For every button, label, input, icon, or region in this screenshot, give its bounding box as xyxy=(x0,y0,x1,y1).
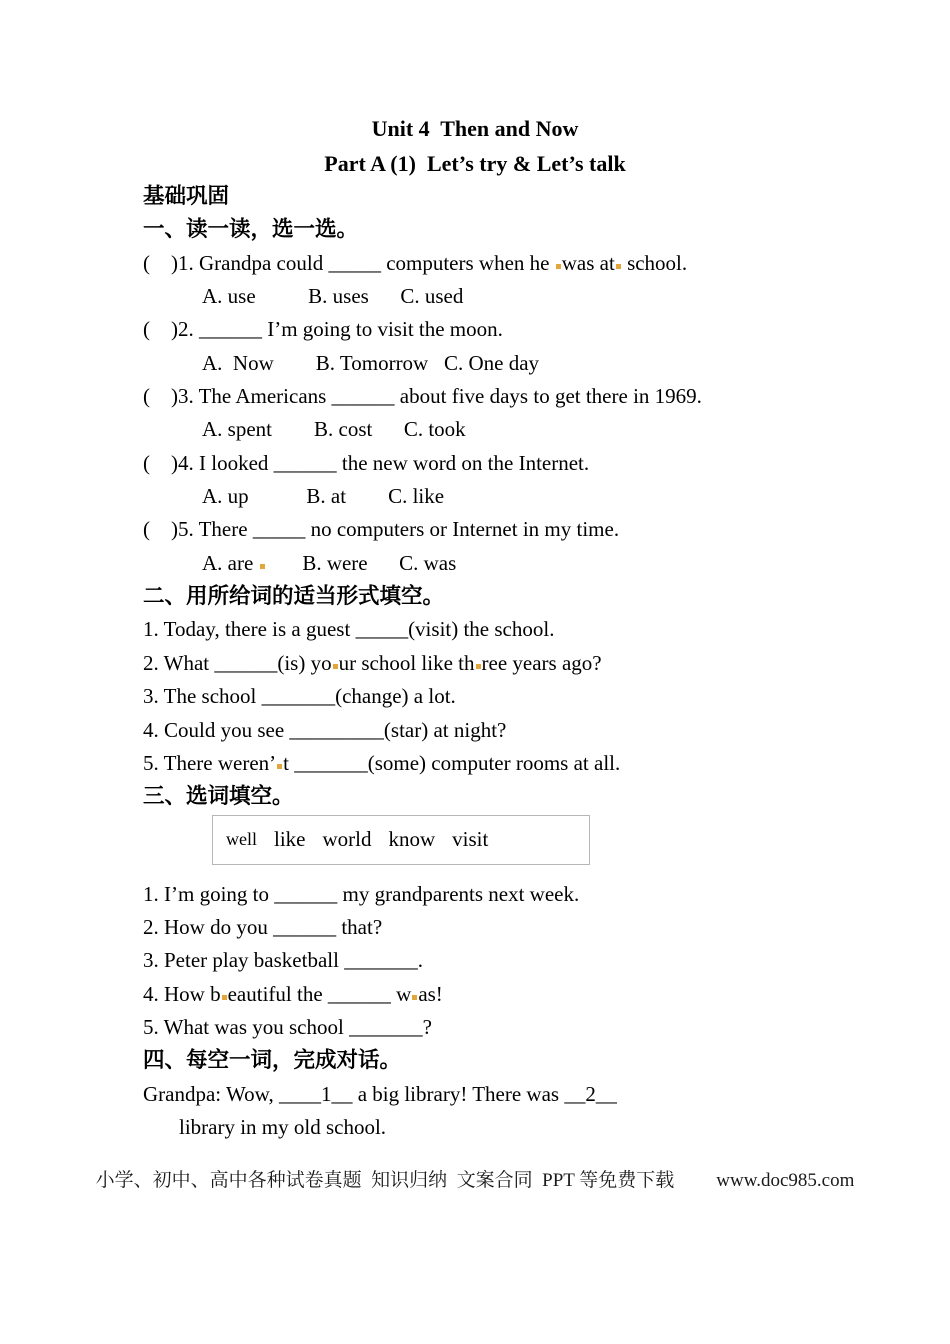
s3-item-5 xyxy=(143,1011,913,1044)
text-run: 4. Could you see _________(star) at night? xyxy=(143,717,507,742)
s2-item-4 xyxy=(143,714,913,747)
section2-heading xyxy=(143,580,913,613)
annotation-dot-icon xyxy=(476,664,481,669)
worksheet-body xyxy=(143,180,913,1144)
text-run: B. were C. was xyxy=(265,550,457,575)
text-run: 四、每空一词，完成对话。 xyxy=(143,1048,402,1073)
s1-question-5 xyxy=(143,513,913,546)
s3-item-3 xyxy=(143,944,913,977)
text-run: t _______(some) computer rooms at all. xyxy=(283,750,621,775)
annotation-dot-icon xyxy=(260,564,265,569)
section1-heading xyxy=(143,213,913,246)
s1-options-4 xyxy=(143,480,913,513)
word-bank-box xyxy=(212,815,590,865)
text-run: A. Now B. Tomorrow C. One day xyxy=(202,350,540,375)
text-run: 5. What was you school _______? xyxy=(143,1014,432,1039)
footer-site-link[interactable]: www.doc985.com xyxy=(716,1170,855,1191)
s2-item-2 xyxy=(143,647,913,680)
s4-dialog-line-1 xyxy=(143,1078,913,1111)
heading-jichu-gonggu xyxy=(143,180,913,213)
s2-item-5 xyxy=(143,747,913,780)
text-run: ( )3. The Americans ______ about five days to get there in 1969. xyxy=(143,384,702,409)
word-bank-item: world xyxy=(322,827,372,852)
text-run: eautiful the ______ w xyxy=(227,981,412,1006)
footer-promo-text: 小学、初中、高中各种试卷真题 知识归纳 文案合同 PPT 等免费下载 xyxy=(95,1170,675,1191)
text-run: A. are xyxy=(202,550,259,575)
text-run: 2. How do you ______ that? xyxy=(143,914,383,939)
text-run: 二、用所给词的适当形式填空。 xyxy=(143,584,445,609)
s3-item-2 xyxy=(143,911,913,944)
text-run: school. xyxy=(621,250,688,275)
text-run: ( )5. There _____ no computers or Internet in my time. xyxy=(143,517,620,542)
annotation-dot-icon xyxy=(412,995,417,1000)
text-run: ur school like th xyxy=(338,650,475,675)
text-run: 3. Peter play basketball _______. xyxy=(143,948,423,973)
section3-heading xyxy=(143,780,913,813)
s1-options-2 xyxy=(143,347,913,380)
s1-question-1 xyxy=(143,247,913,280)
text-run: 3. The school _______(change) a lot. xyxy=(143,684,456,709)
text-run: 2. What ______(is) yo xyxy=(143,650,332,675)
s3-item-4 xyxy=(143,978,913,1011)
s2-item-1 xyxy=(143,613,913,646)
page-subtitle: Part A (1) Let’s try & Let’s talk xyxy=(324,151,626,176)
page-title: Unit 4 Then and Now xyxy=(371,116,579,141)
text-run: Grandpa: Wow, ____1__ a big library! There was __2__ xyxy=(143,1081,617,1106)
s1-options-1 xyxy=(143,280,913,313)
word-bank-item: know xyxy=(388,827,436,852)
text-run: 1. Today, there is a guest _____(visit) the school. xyxy=(143,617,555,642)
section4-heading xyxy=(143,1044,913,1077)
annotation-dot-icon xyxy=(222,995,227,1000)
text-run: ( )1. Grandpa could _____ computers when he xyxy=(143,250,555,275)
s1-question-2 xyxy=(143,313,913,346)
text-run: A. up B. at C. like xyxy=(202,484,445,509)
text-run: 1. I’m going to ______ my grandparents next week. xyxy=(143,881,580,906)
text-run: was at xyxy=(561,250,615,275)
footer xyxy=(0,1164,950,1197)
s1-options-5 xyxy=(143,547,913,580)
text-run: 5. There weren’ xyxy=(143,750,277,775)
text-run: A. use B. uses C. used xyxy=(202,284,464,309)
s1-question-3 xyxy=(143,380,913,413)
annotation-dot-icon xyxy=(333,664,338,669)
s2-item-3 xyxy=(143,680,913,713)
text-run: ree years ago? xyxy=(481,650,602,675)
annotation-dot-icon xyxy=(556,264,561,269)
word-bank-item: well xyxy=(226,829,257,850)
s4-dialog-line-2 xyxy=(143,1111,913,1144)
text-run: 4. How b xyxy=(143,981,221,1006)
annotation-dot-icon xyxy=(616,264,621,269)
text-run: as! xyxy=(418,981,443,1006)
word-bank-item: like xyxy=(274,827,306,852)
s3-item-1 xyxy=(143,878,913,911)
text-run: ( )4. I looked ______ the new word on the Internet. xyxy=(143,450,590,475)
text-run: 一、读一读，选一选。 xyxy=(143,217,359,242)
text-run: 三、选词填空。 xyxy=(143,784,294,809)
word-bank-item: visit xyxy=(452,827,489,852)
text-run: ( )2. ______ I’m going to visit the moon. xyxy=(143,317,503,342)
text-run: A. spent B. cost C. took xyxy=(202,417,466,442)
s1-options-3 xyxy=(143,413,913,446)
text-run: library in my old school. xyxy=(179,1114,387,1139)
annotation-dot-icon xyxy=(277,764,282,769)
text-run: 基础巩固 xyxy=(143,184,230,208)
s1-question-4 xyxy=(143,447,913,480)
